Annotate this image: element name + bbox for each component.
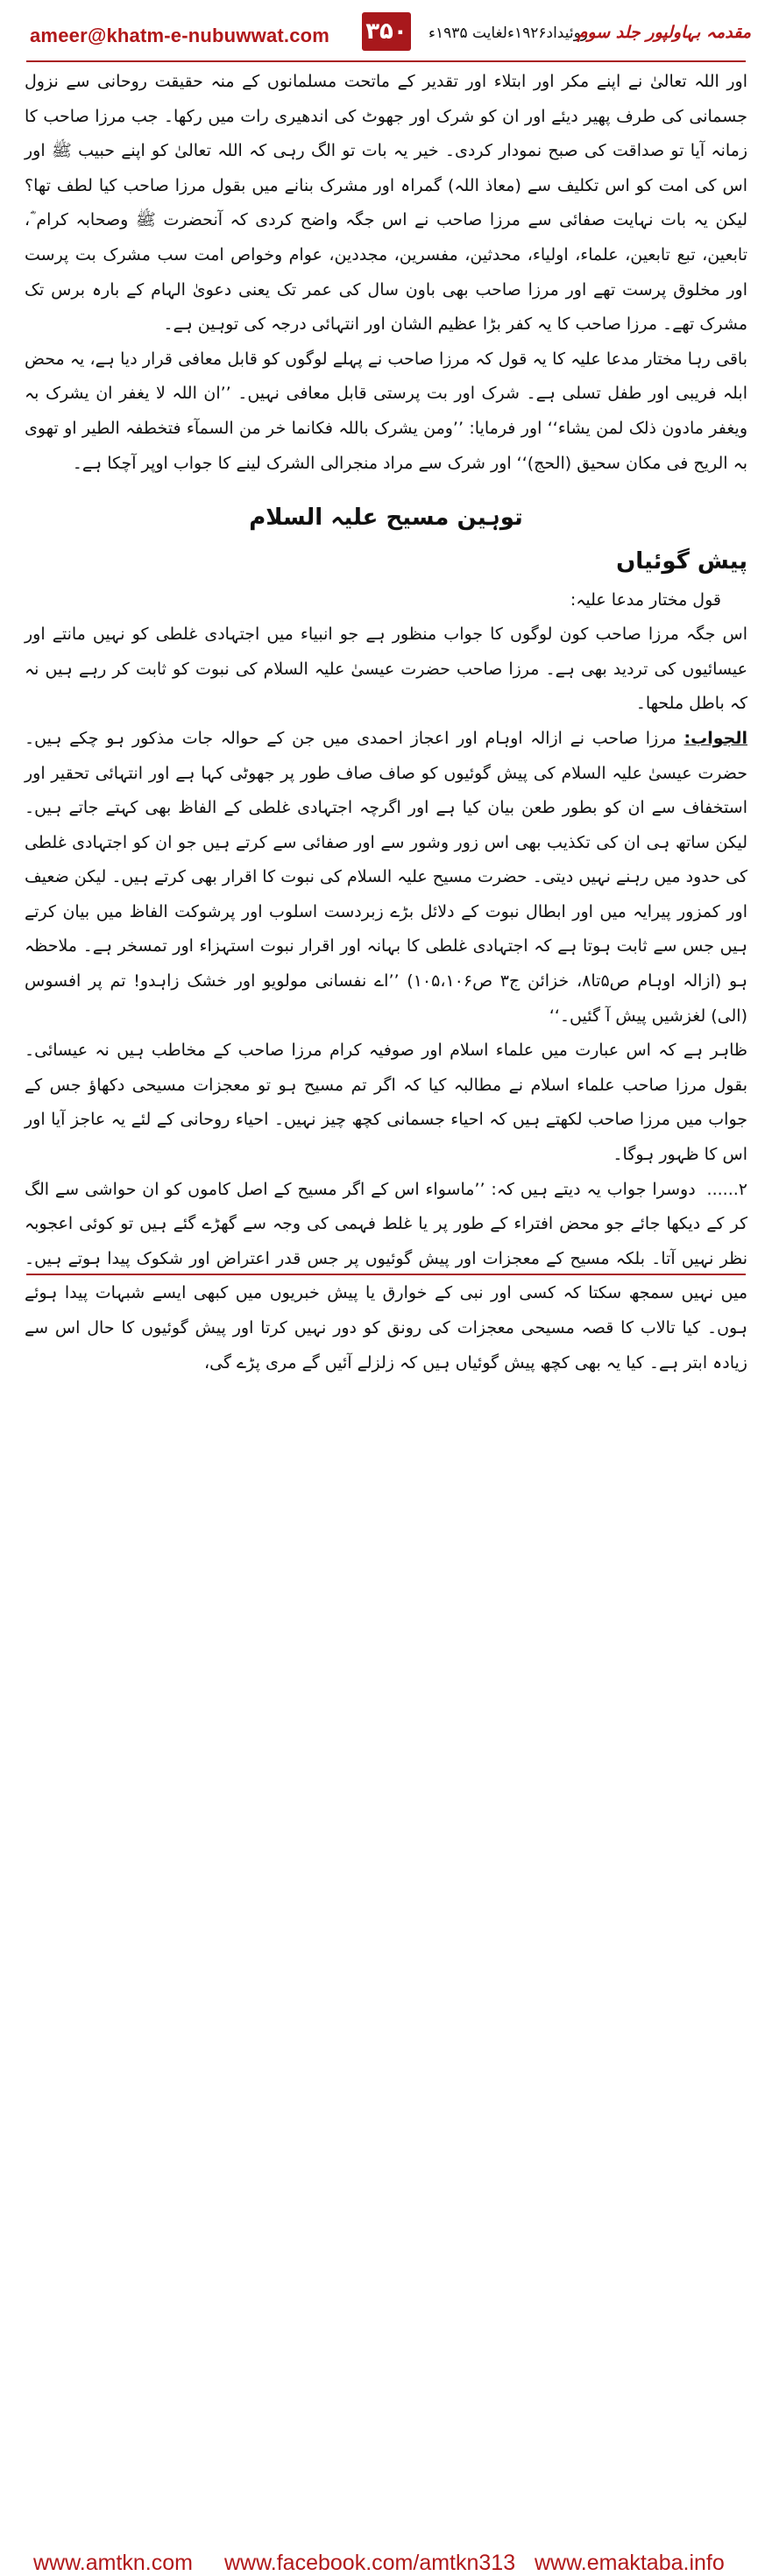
- page-number-badge: ۳۵۰: [362, 12, 411, 51]
- header-roedad: روئیداد۱۹۲۶ءلغایت ۱۹۳۵ء: [428, 25, 588, 42]
- header-divider: [26, 60, 746, 62]
- page-body: [25, 65, 748, 1373]
- paragraph-6-text: دوسرا جواب یہ دیتے ہیں کہ: ’’ماسواء اس کے اگر مسیح کے اصل کاموں کو ان حواشی سے الگ کر کے دیکھا جائے جو محض افتراء کے طور پر یا غلط فہمی کی وجہ سے گھڑے گئے ہیں تو کوئی اعجوبہ نظر نہیں آتا۔ بلکہ مسیح کے معجزات اور پیش گوئیوں پر جس قدر اعتراض اور شکوک پیدا ہوتے ہیں۔ میں نہیں سمجھ سکتا کہ کسی اور نبی کے خوارق یا پیش خبریوں میں کبھی ایسے شبہات پیدا ہوئے ہوں۔ کیا تالاب کا قصہ مسیحی معجزات کی رونق کو دور نہیں کرتا اور پیش گوئیوں کا حال اس سے زیادہ ابتر ہے۔ کیا یہ بھی کچھ پیش گوئیاں ہیں کہ زلزلے آئیں گے مری پڑے گی،: [25, 1179, 747, 1373]
- section-heading: توہین مسیح علیہ السلام: [249, 505, 523, 532]
- paragraph-4-text: مرزا صاحب نے ازالہ اوہام اور اعجاز احمدی میں جن کے حوالہ جات مذکور ہو چکے ہیں۔ حضرت عیسیٰ علیہ السلام کی پیش گوئیوں کو صاف صاف طور پر جھوٹی کہا ہے اور انتہائی تحقیر اور استخفاف سے ان کو بطور طعن بیان کیا ہے اور اگرچہ اجتہادی غلطی کے الفاظ بھی کہتے جاتے ہیں۔ لیکن ساتھ ہی ان کی تکذیب بھی اس زور وشور سے اور صفائی سے کرتے ہیں جو ان کو اجتہادی غلطی کی حدود میں رہنے نہیں دیتی۔ حضرت مسیح علیہ السلام کی نبوت کا اقرار بھی کرتے ہیں۔ لیکن ضعیف اور کمزور پیرایہ میں اور ابطال نبوت کے دلائل بڑے زبردست اسلوب اور پرشوکت الفاظ میں بیان کرتے ہیں جس سے ثابت ہوتا ہے کہ اجتہادی غلطی کا بہانہ اور اقرار نبوت استہزاء اور تمسخر ہے۔ ملاحظہ ہو (ازالہ اوہام ص۵تا۸، خزائن ج۳ ص۱۰۵،۱۰۶) ’’اے نفسانی مولویو اور خشک زاہدو! تم پر افسوس (الی) لغزشیں پیش آ گئیں۔‘‘: [25, 728, 748, 1026]
- header-book-title: مقدمہ بہاولپور جلد سوم: [577, 23, 751, 42]
- paragraph-4: [25, 722, 747, 1034]
- paragraph-1: اور اللہ تعالیٰ نے اپنے مکر اور ابتلاء اور تقدیر کے ماتحت مسلمانوں کے منہ حقیقت روحانی سے نزول جسمانی کی طرف پھیر دیئے اور ان کو شرک اور جھوٹ کی اندھیری رات میں رکھا۔ جب مرزا صاحب کا زمانہ آیا تو صداقت کی صبح نمودار کردی۔ خیر یہ بات تو الگ رہی کہ اللہ تعالیٰ کو اپنے حبیب ﷺ اور اس کی امت کو اس تکلیف سے (معاذ اللہ) گمراہ اور مشرک بنانے میں بقول مرزا صاحب کیا لطف تھا؟ لیکن یہ بات نہایت صفائی سے مرزا صاحب نے اس جگہ واضح کردی کہ آنحضرت ﷺ وصحابہ کرام ؓ، تابعین، تبع تابعین، علماء، اولیاء، محدثین، مفسرین، مجددین، عوام وخواص امت سب مشرک بت پرست اور مخلوق پرست تھے اور مرزا صاحب بھی باون سال کی عمر تک یعنی دعویٰ الہام کے بارہ برس تک مشرک تھے۔ مرزا صاحب کا یہ کفر بڑا عظیم الشان اور انتہائی درجہ کی توہین ہے۔: [25, 72, 747, 335]
- footer-link-facebook[interactable]: www.facebook.com/amtkn313: [224, 2551, 516, 2575]
- header-email[interactable]: ameer@khatm-e-nubuwwat.com: [30, 25, 330, 46]
- paragraph-6-number: ۲......: [706, 1179, 747, 1199]
- paragraph-5: ظاہر ہے کہ اس عبارت میں علماء اسلام اور صوفیہ کرام مرزا صاحب کے مخاطب ہیں نہ عیسائی۔ بقول مرزا صاحب علماء اسلام نے مطالبہ کیا کہ اگر تم مسیح ہو تو معجزات مسیحی دکھاؤ جس کے جواب میں مرزا صاحب لکھتے ہیں کہ احیاء جسمانی کچھ چیز نہیں۔ احیاء روحانی کے لئے یہ عاجز آیا اور اس کا ظہور ہوگا۔: [25, 1041, 747, 1165]
- footer-link-amtkn[interactable]: www.amtkn.com: [33, 2551, 193, 2575]
- paragraph-2: باقی رہا مختار مدعا علیہ کا یہ قول کہ مرزا صاحب نے پہلے لوگوں کو قابل معافی قرار دیا ہے، یہ محض ابلہ فریبی اور طفل تسلی ہے۔ شرک اور بت پرستی قابل معافی نہیں۔ ’’ان اللہ لا یغفر ان یشرک بہ ویغفر مادون ذلک لمن یشاء‘‘ اور فرمایا: ’’ومن یشرک باللہ فکانما خر من السمآء فتخطفہ الطیر او تھوی بہ الریح فی مکان سحیق (الحج)‘‘ اور شرک سے مراد منجرالی الشرک لینے کا جواب اوپر آچکا ہے۔: [25, 349, 747, 473]
- paragraph-3: اس جگہ مرزا صاحب کون لوگوں کا جواب منظور ہے جو انبیاء میں اجتہادی غلطی کو نہیں مانتے اور عیسائیوں کی تردید بھی ہے۔ مرزا صاحب حضرت عیسیٰ علیہ السلام کی نبوت کو ثابت کر رہے ہیں نہ کہ باطل ملحھا۔: [25, 625, 747, 714]
- subsection-heading: پیش گوئیاں: [616, 548, 747, 575]
- footer-link-emaktaba[interactable]: www.emaktaba.info: [535, 2551, 725, 2575]
- qoul-label: قول مختار مدعا علیہ:: [570, 590, 721, 610]
- page-header: [0, 0, 772, 63]
- jawab-label: الجواب:: [683, 728, 747, 748]
